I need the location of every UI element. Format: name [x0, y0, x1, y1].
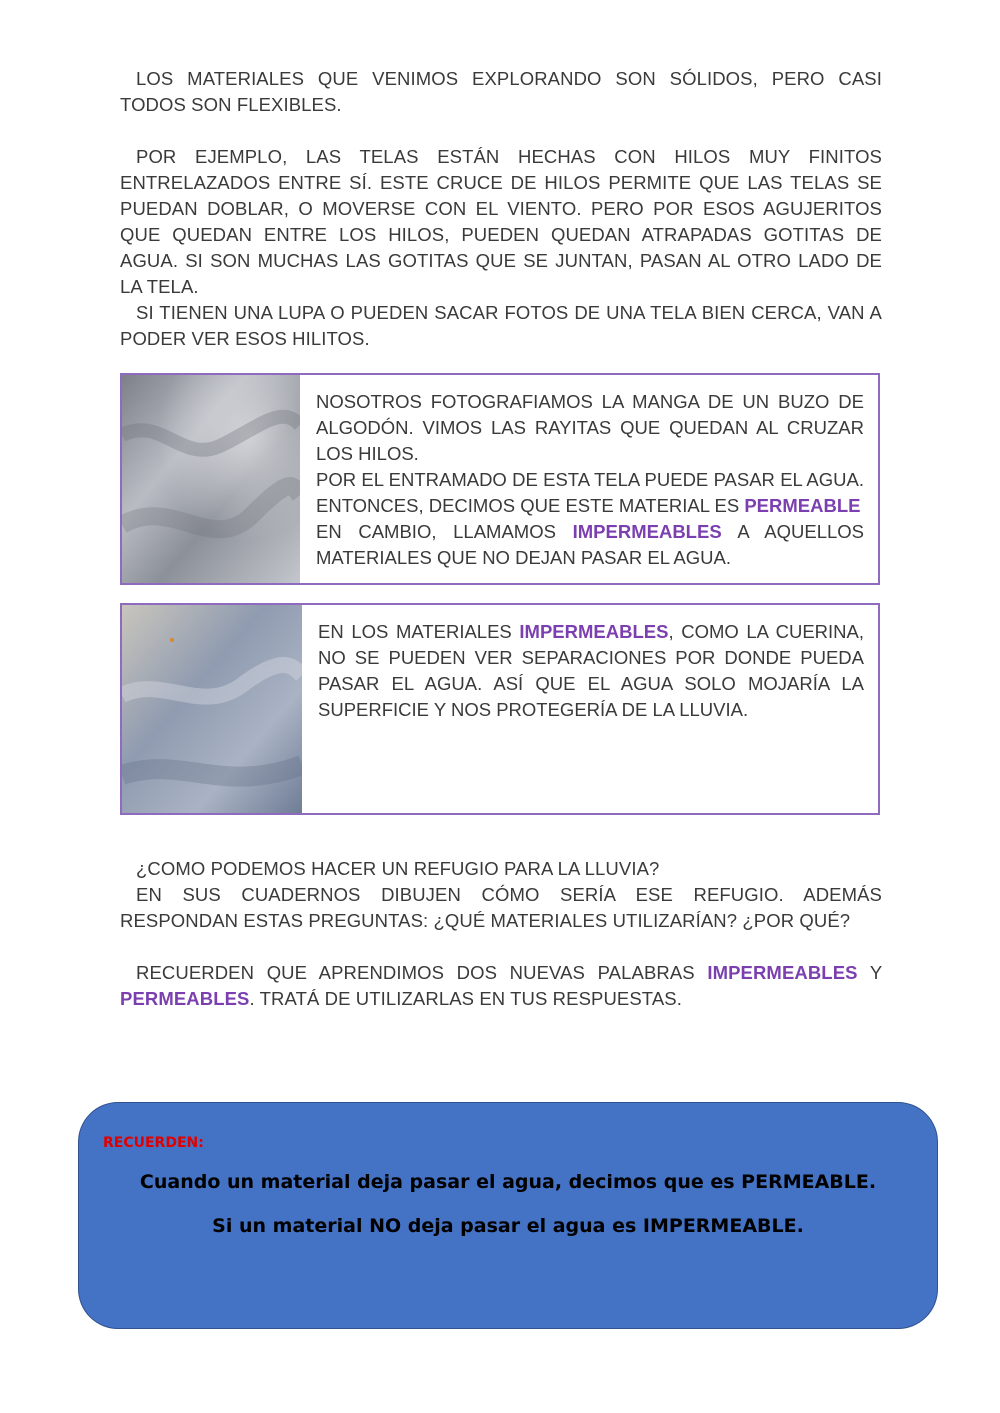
recall-text-3: . TRATÁ DE UTILIZARLAS EN TUS RESPUESTAS.: [249, 988, 682, 1009]
fabric-photo: [122, 375, 300, 583]
question-instructions: EN SUS CUADERNOS DIBUJEN CÓMO SERÍA ESE REFUGIO. ADEMÁS RESPONDAN ESTAS PREGUNTAS: ¿QUÉ MATERIALES UTILIZARÍAN? ¿POR QUÉ?: [120, 884, 882, 931]
intro-paragraph: LOS MATERIALES QUE VENIMOS EXPLORANDO SON SÓLIDOS, PERO CASI TODOS SON FLEXIBLES.: [120, 68, 882, 115]
question-shelter: ¿COMO PODEMOS HACER UN REFUGIO PARA LA LLUVIA?: [136, 858, 660, 879]
reminder-box: [78, 1102, 938, 1329]
contrast-text: EN CAMBIO, LLAMAMOS: [316, 521, 556, 542]
leather-intro-text: EN LOS MATERIALES: [318, 621, 512, 642]
permeable-info-box: [120, 373, 880, 585]
keyword-impermeables: IMPERMEABLES: [572, 521, 722, 542]
impermeable-description: [318, 619, 864, 723]
cotton-text: NOSOTROS FOTOGRAFIAMOS LA MANGA DE UN BUZO DE ALGODÓN. VIMOS LAS RAYITAS QUE QUEDAN AL CRUZAR LOS HILOS.: [316, 391, 864, 464]
recall-paragraph: [120, 960, 882, 1012]
recall-keyword-impermeables: IMPERMEABLES: [707, 962, 858, 983]
recall-text-2: Y: [869, 962, 882, 983]
reminder-label: RECUERDEN:: [103, 1135, 204, 1151]
reminder-line-permeable: Cuando un material deja pasar el agua, decimos que es PERMEABLE.: [139, 1171, 877, 1193]
keyword-impermeables-2: IMPERMEABLES: [519, 621, 669, 642]
keyword-permeable: PERMEABLE: [744, 495, 861, 516]
magnifier-paragraph: SI TIENEN UNA LUPA O PUEDEN SACAR FOTOS DE UNA TELA BIEN CERCA, VAN A PODER VER ESOS HILITOS.: [120, 302, 882, 349]
permeable-description: [316, 389, 864, 571]
leather-photo: [122, 605, 302, 813]
definition-text: A AQUELLOS MATERIALES QUE NO DEJAN PASAR EL AGUA.: [316, 521, 865, 568]
impermeable-info-box: [120, 603, 880, 815]
recall-keyword-permeables: PERMEABLES: [120, 988, 250, 1009]
reminder-line-impermeable: Si un material NO deja pasar el agua es IMPERMEABLE.: [212, 1215, 804, 1237]
fabric-paragraph: POR EJEMPLO, LAS TELAS ESTÁN HECHAS CON HILOS MUY FINITOS ENTRELAZADOS ENTRE SÍ. ESTE CRUCE DE HILOS PERMITE QUE LAS TELAS SE PUEDAN DOBLAR, O MOVERSE CON EL VIENTO. PERO POR ESOS AGUJERITOS QUE QUEDAN ENTRE LOS HILOS, PUEDEN QUEDAN ATRAPADAS GOTITAS DE AGUA. SI SON MUCHAS LAS GOTITAS QUE SE JUNTAN, PASAN AL OTRO LADO DE LA TELA.: [120, 146, 882, 297]
weave-text: POR EL ENTRAMADO DE ESTA TELA PUEDE PASAR EL AGUA. ENTONCES, DECIMOS QUE ESTE MATERIAL ES: [316, 469, 864, 516]
leather-body-text: , COMO LA CUERINA, NO SE PUEDEN VER SEPARACIONES POR DONDE PUEDA PASAR EL AGUA. ASÍ QUE EL AGUA SOLO MOJARÍA LA SUPERFICIE Y NOS PROTEGERÍA DE LA LLUVIA.: [318, 621, 864, 720]
recall-text-1: RECUERDEN QUE APRENDIMOS DOS NUEVAS PALABRAS: [136, 962, 695, 983]
